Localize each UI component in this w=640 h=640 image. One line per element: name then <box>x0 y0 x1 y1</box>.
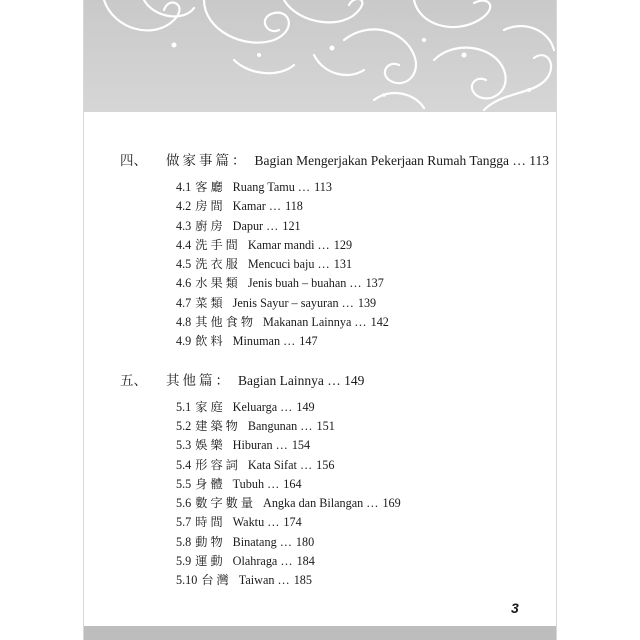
entry-number: 5.1 <box>176 399 192 414</box>
section-spacer <box>120 352 560 370</box>
entry-chinese: 數字數量 <box>195 496 257 511</box>
entry-indonesian: Kata Sifat … <box>247 457 313 472</box>
entry-number: 4.3 <box>176 218 192 233</box>
entry-number: 4.2 <box>176 199 192 214</box>
entry-chinese: 形容詞 <box>195 457 241 472</box>
entry-number: 4.6 <box>176 276 192 291</box>
entry-indonesian: Olahraga … <box>232 554 293 569</box>
toc-entry <box>176 217 560 236</box>
entry-chinese: 其他食物 <box>195 315 257 330</box>
section-entries <box>120 398 560 591</box>
entry-indonesian: Tubuh … <box>232 476 280 491</box>
entry-indonesian: Jenis Sayur – sayuran … <box>232 295 354 310</box>
entry-page: 121 <box>282 218 301 233</box>
toc-entry <box>176 456 560 475</box>
entry-page: 149 <box>296 399 315 414</box>
entry-indonesian: Mencuci baju … <box>247 257 330 272</box>
section-heading <box>120 150 560 172</box>
toc-entry <box>176 436 560 455</box>
entry-number: 5.9 <box>176 554 192 569</box>
swirl-ornament-icon <box>84 0 556 112</box>
entry-indonesian: Dapur … <box>232 218 279 233</box>
entry-page: 139 <box>357 295 377 310</box>
footer-bar <box>84 626 556 640</box>
entry-chinese: 身體 <box>195 476 226 491</box>
section-title-chinese: 做家事篇： <box>166 153 249 168</box>
toc-entry <box>176 255 560 274</box>
entry-chinese: 台灣 <box>201 573 232 588</box>
entry-chinese: 水果類 <box>195 276 241 291</box>
entry-chinese: 家庭 <box>195 399 226 414</box>
toc-entry <box>176 552 560 571</box>
entry-chinese: 洗手間 <box>195 237 241 252</box>
entry-chinese: 洗衣服 <box>195 257 241 272</box>
entry-indonesian: Ruang Tamu … <box>232 180 311 194</box>
toc-entry <box>176 398 560 417</box>
decorative-swirl-header <box>84 0 556 112</box>
section-number: 四、 <box>120 153 147 168</box>
entry-indonesian: Kamar … <box>232 199 282 214</box>
section-title-chinese: 其他篇： <box>166 372 232 388</box>
entry-number: 4.5 <box>176 257 192 272</box>
entry-indonesian: Angka dan Bilangan … <box>263 496 379 511</box>
entry-number: 5.10 <box>176 573 198 588</box>
entry-page: 164 <box>283 476 302 491</box>
entry-chinese: 客廳 <box>195 180 226 194</box>
entry-indonesian: Taiwan … <box>238 573 290 588</box>
section-page: 113 <box>529 153 549 168</box>
entry-number: 5.2 <box>176 418 192 433</box>
section-page: 149 <box>344 372 365 388</box>
page-number: 3 <box>511 600 519 616</box>
entry-indonesian: Minuman … <box>232 334 296 349</box>
entry-number: 4.4 <box>176 237 192 252</box>
toc-entry <box>176 533 560 552</box>
toc-entry <box>176 274 560 293</box>
toc-entry <box>176 178 560 197</box>
entry-indonesian: Makanan Lainnya … <box>263 315 367 330</box>
entry-indonesian: Jenis buah – buahan … <box>247 276 362 291</box>
toc-entry <box>176 332 560 351</box>
toc-entry <box>176 197 560 216</box>
entry-indonesian: Hiburan … <box>232 438 288 453</box>
entry-number: 5.4 <box>176 457 192 472</box>
entry-chinese: 運動 <box>195 554 226 569</box>
section-title-indonesian: Bagian Mengerjakan Pekerjaan Rumah Tangga … <box>254 153 526 168</box>
entry-number: 4.9 <box>176 334 192 349</box>
entry-page: 147 <box>299 334 318 349</box>
entry-page: 151 <box>316 418 335 433</box>
entry-indonesian: Bangunan … <box>247 418 313 433</box>
toc-entry <box>176 494 560 513</box>
toc-entry <box>176 475 560 494</box>
entry-chinese: 時間 <box>195 515 226 530</box>
entry-page: 142 <box>370 315 389 330</box>
entry-indonesian: Keluarga … <box>232 399 293 414</box>
entry-page: 174 <box>283 515 302 530</box>
entry-page: 131 <box>333 257 353 272</box>
toc-entry <box>176 294 560 313</box>
entry-page: 113 <box>314 180 332 194</box>
entry-number: 4.1 <box>176 180 192 194</box>
entry-number: 5.7 <box>176 515 192 530</box>
entry-page: 129 <box>333 237 353 252</box>
entry-chinese: 菜類 <box>195 295 226 310</box>
section-number: 五、 <box>120 372 147 388</box>
toc-entry <box>176 313 560 332</box>
entry-number: 4.7 <box>176 295 192 310</box>
entry-chinese: 娛樂 <box>195 438 226 453</box>
toc-entry <box>176 236 560 255</box>
entry-chinese: 建築物 <box>195 418 241 433</box>
entry-number: 5.6 <box>176 496 192 511</box>
entry-page: 180 <box>295 534 315 549</box>
section-title-indonesian: Bagian Lainnya … <box>238 372 341 388</box>
entry-number: 5.3 <box>176 438 192 453</box>
section-entries <box>120 178 560 352</box>
entry-indonesian: Kamar mandi … <box>247 237 330 252</box>
entry-number: 5.8 <box>176 534 192 549</box>
entry-chinese: 房間 <box>195 199 226 214</box>
entry-page: 118 <box>285 199 303 214</box>
entry-page: 185 <box>293 573 312 588</box>
entry-page: 154 <box>291 438 311 453</box>
entry-indonesian: Binatang … <box>232 534 292 549</box>
entry-chinese: 飲料 <box>195 334 226 349</box>
section-heading <box>120 370 560 392</box>
entry-indonesian: Waktu … <box>232 515 280 530</box>
toc-entry <box>176 417 560 436</box>
entry-page: 184 <box>296 554 315 569</box>
entry-page: 169 <box>382 496 401 511</box>
entry-number: 5.5 <box>176 476 192 491</box>
toc-entry <box>176 513 560 532</box>
entry-page: 156 <box>316 457 335 472</box>
table-of-contents <box>120 150 560 591</box>
entry-chinese: 廚房 <box>195 218 226 233</box>
toc-entry <box>176 571 560 590</box>
entry-number: 4.8 <box>176 315 192 330</box>
entry-page: 137 <box>365 276 384 291</box>
entry-chinese: 動物 <box>195 534 226 549</box>
